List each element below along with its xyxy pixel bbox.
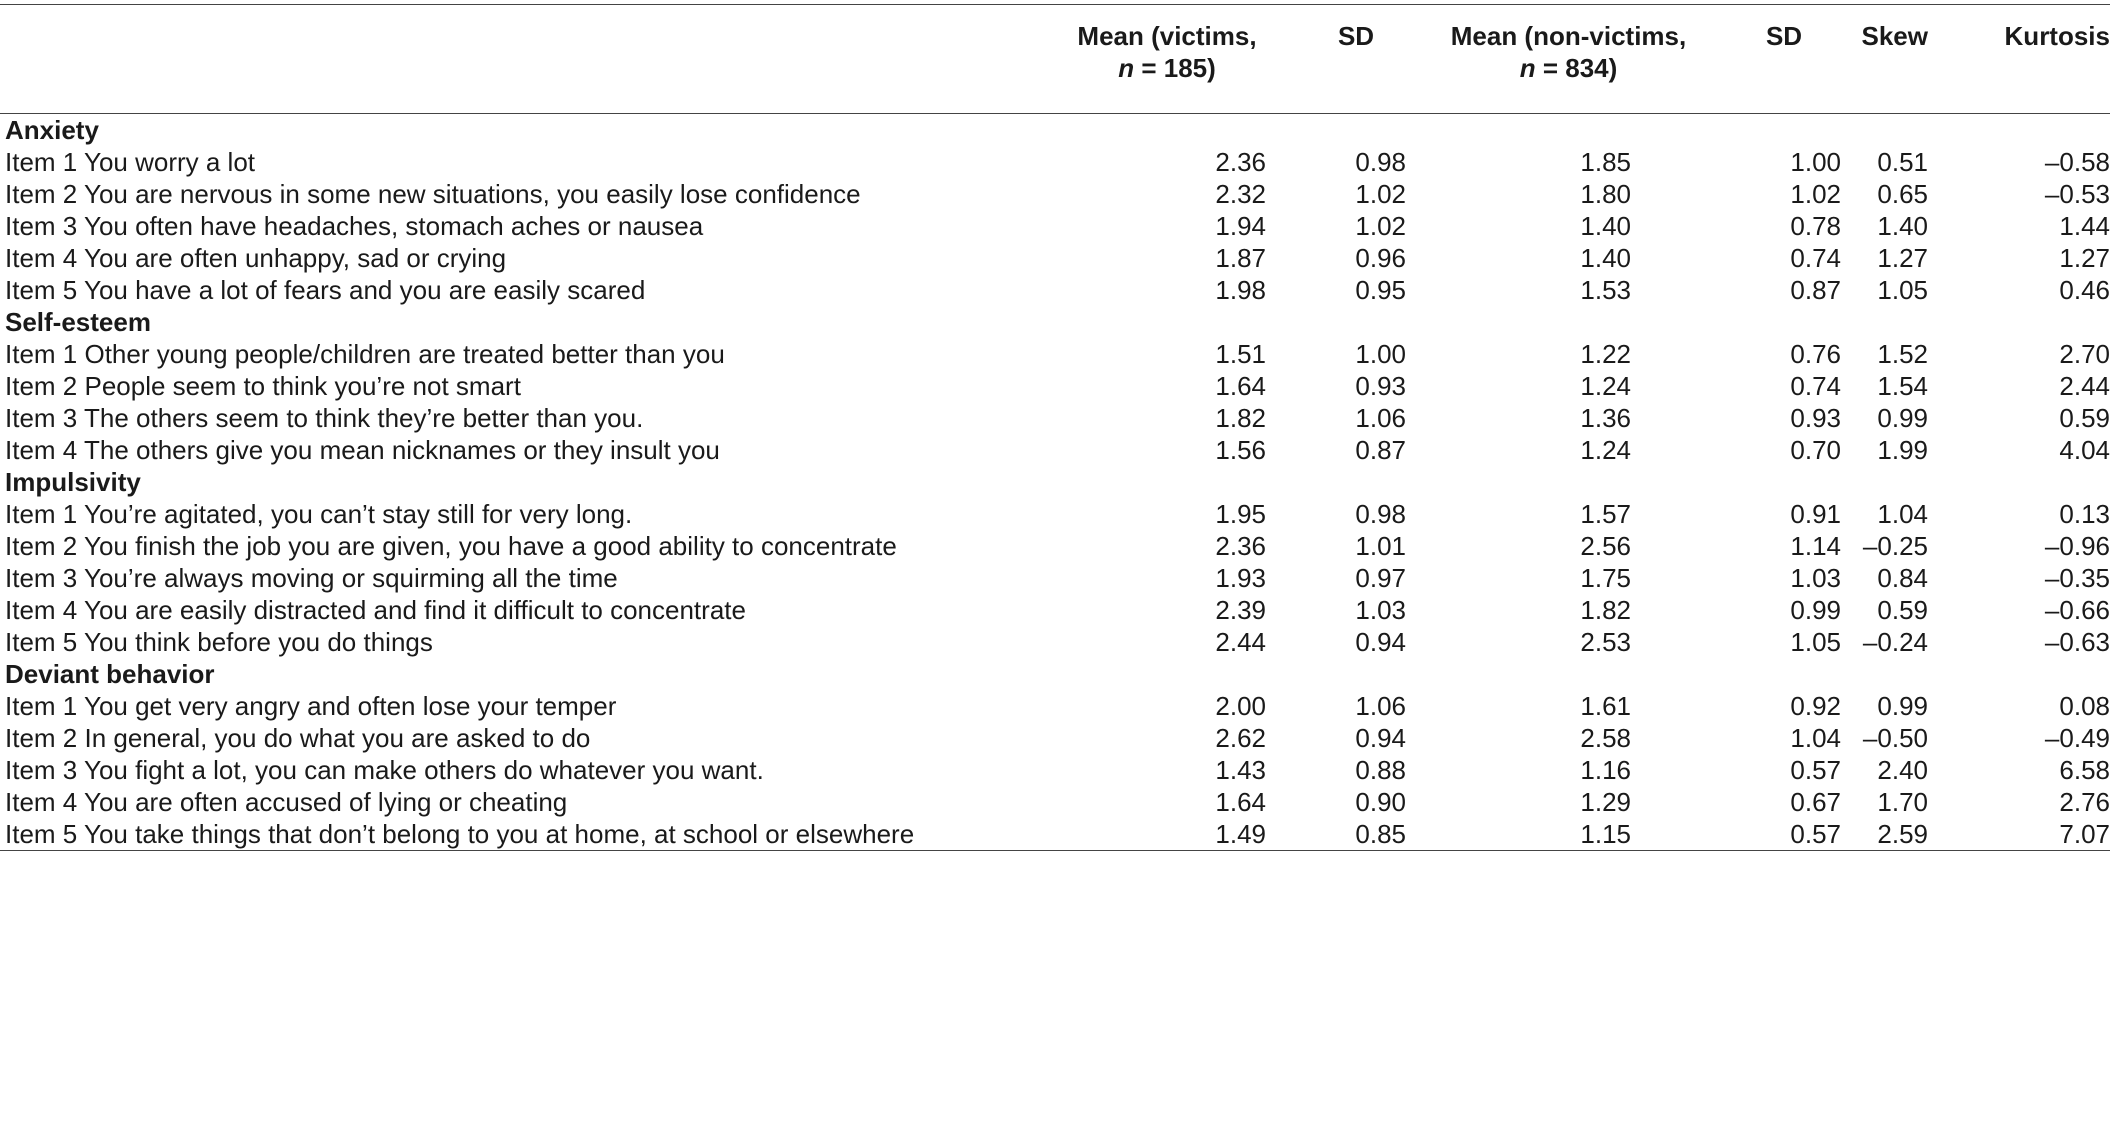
mean-victims-cell: 1.64 [1215, 787, 1266, 817]
mean-victims-cell: 1.64 [1215, 371, 1266, 401]
sd-nonvictims-cell: 0.91 [1790, 499, 1841, 529]
header-mean-nonvictims [1416, 5, 1721, 114]
kurtosis-cell: 2.76 [2059, 787, 2110, 817]
mean-nonvictims-cell: 1.53 [1580, 275, 1631, 305]
skew-cell: 0.59 [1877, 595, 1928, 625]
sd-nonvictims-cell: 1.05 [1790, 627, 1841, 657]
mean-victims-cell: 1.43 [1215, 755, 1266, 785]
mean-victims-cell: 2.39 [1215, 595, 1266, 625]
table-row [0, 626, 2110, 658]
header-sd-nonvictims: SD [1765, 21, 1803, 51]
table-row [0, 690, 2110, 722]
skew-cell: 1.40 [1877, 211, 1928, 241]
kurtosis-cell: 0.13 [2059, 499, 2110, 529]
table-body [0, 114, 2110, 851]
mean-nonvictims-cell: 2.53 [1580, 627, 1631, 657]
sd-victims-cell: 0.96 [1355, 243, 1406, 273]
section-header-row [0, 306, 2110, 338]
sd-victims-cell: 0.95 [1355, 275, 1406, 305]
kurtosis-cell: 7.07 [1934, 818, 2110, 851]
item-label: Item 4 The others give you mean nicknames or they insult you [5, 435, 720, 465]
skew-cell: –0.24 [1862, 627, 1928, 657]
skew-cell: –0.50 [1862, 723, 1928, 753]
table-row [0, 562, 2110, 594]
sd-victims-cell: 0.88 [1355, 755, 1406, 785]
skew-cell: 1.70 [1877, 787, 1928, 817]
sd-victims-cell: 1.06 [1355, 403, 1406, 433]
kurtosis-cell: 2.44 [2059, 371, 2110, 401]
sd-nonvictims-cell: 1.14 [1790, 531, 1841, 561]
sd-nonvictims-cell: 1.02 [1790, 179, 1841, 209]
mean-victims-cell: 1.51 [1215, 339, 1266, 369]
sd-nonvictims-cell: 0.87 [1790, 275, 1841, 305]
table-row [0, 786, 2110, 818]
table-row [0, 274, 2110, 306]
sd-nonvictims-cell: 1.04 [1790, 723, 1841, 753]
header-mean-nonvictims-n: n [1519, 53, 1536, 83]
skew-cell: 1.52 [1877, 339, 1928, 369]
mean-nonvictims-cell: 2.56 [1580, 531, 1631, 561]
table-row [0, 370, 2110, 402]
mean-nonvictims-cell: 1.16 [1580, 755, 1631, 785]
kurtosis-cell: –0.96 [2044, 531, 2110, 561]
sd-victims-cell: 1.06 [1355, 691, 1406, 721]
table-row [0, 434, 2110, 466]
header-sd-victims: SD [1337, 21, 1375, 51]
section-title: Deviant behavior [5, 659, 215, 689]
sd-nonvictims-cell: 0.57 [1721, 818, 1847, 851]
mean-victims-cell: 1.93 [1215, 563, 1266, 593]
section-header-row [0, 114, 2110, 147]
sd-nonvictims-cell: 0.78 [1790, 211, 1841, 241]
item-label: Item 3 You’re always moving or squirming all the time [5, 563, 618, 593]
sd-victims-cell: 0.98 [1355, 147, 1406, 177]
mean-victims-cell: 2.44 [1215, 627, 1266, 657]
item-label: Item 1 You get very angry and often lose your temper [5, 691, 617, 721]
item-label: Item 1 You’re agitated, you can’t stay still for very long. [5, 499, 633, 529]
item-label: Item 5 You take things that don’t belong to you at home, at school or elsewhere [0, 818, 1038, 851]
sd-victims-cell: 0.90 [1355, 787, 1406, 817]
sd-victims-cell: 0.87 [1355, 435, 1406, 465]
mean-nonvictims-cell: 1.36 [1580, 403, 1631, 433]
kurtosis-cell: –0.53 [2044, 179, 2110, 209]
mean-victims-cell: 1.95 [1215, 499, 1266, 529]
header-row [0, 5, 2110, 114]
item-label: Item 3 You fight a lot, you can make others do whatever you want. [5, 755, 764, 785]
mean-nonvictims-cell: 1.15 [1416, 818, 1721, 851]
mean-nonvictims-cell: 1.40 [1580, 211, 1631, 241]
skew-cell: 1.54 [1877, 371, 1928, 401]
table-row [0, 818, 2110, 851]
descriptive-statistics-table [0, 4, 2110, 851]
mean-victims-cell: 1.56 [1215, 435, 1266, 465]
skew-cell: 1.05 [1877, 275, 1928, 305]
item-label: Item 4 You are often unhappy, sad or crying [5, 243, 507, 273]
section-title: Self-esteem [5, 307, 151, 337]
section-title: Anxiety [5, 115, 99, 145]
mean-nonvictims-cell: 1.40 [1580, 243, 1631, 273]
mean-victims-cell: 1.87 [1215, 243, 1266, 273]
kurtosis-cell: 6.58 [2059, 755, 2110, 785]
table-header [0, 5, 2110, 114]
header-mean-victims [1038, 5, 1296, 114]
sd-victims-cell: 1.03 [1355, 595, 1406, 625]
item-label: Item 2 You are nervous in some new situations, you easily lose confidence [5, 179, 861, 209]
section-header-row [0, 466, 2110, 498]
sd-victims-cell: 0.97 [1355, 563, 1406, 593]
mean-victims-cell: 2.32 [1215, 179, 1266, 209]
kurtosis-cell: –0.35 [2044, 563, 2110, 593]
sd-nonvictims-cell: 0.76 [1790, 339, 1841, 369]
header-mean-nonvictims-line1: Mean (non-victims, [1450, 21, 1687, 51]
mean-victims-cell: 1.82 [1215, 403, 1266, 433]
header-label-cell [0, 5, 1038, 114]
mean-nonvictims-cell: 1.22 [1580, 339, 1631, 369]
mean-nonvictims-cell: 1.57 [1580, 499, 1631, 529]
table-row [0, 722, 2110, 754]
table-row [0, 754, 2110, 786]
sd-victims-cell: 0.85 [1296, 818, 1416, 851]
skew-cell: 0.51 [1877, 147, 1928, 177]
sd-victims-cell: 0.98 [1355, 499, 1406, 529]
mean-victims-cell: 1.94 [1215, 211, 1266, 241]
section-header-row [0, 658, 2110, 690]
sd-victims-cell: 1.01 [1355, 531, 1406, 561]
mean-nonvictims-cell: 1.24 [1580, 435, 1631, 465]
kurtosis-cell: 1.44 [2059, 211, 2110, 241]
kurtosis-cell: –0.66 [2044, 595, 2110, 625]
sd-nonvictims-cell: 0.74 [1790, 371, 1841, 401]
kurtosis-cell: –0.49 [2044, 723, 2110, 753]
skew-cell: 0.99 [1877, 403, 1928, 433]
mean-victims-cell: 2.62 [1215, 723, 1266, 753]
header-skew: Skew [1861, 21, 1928, 51]
sd-victims-cell: 1.02 [1355, 179, 1406, 209]
item-label: Item 5 You have a lot of fears and you are easily scared [5, 275, 646, 305]
table-row [0, 146, 2110, 178]
sd-nonvictims-cell: 0.67 [1790, 787, 1841, 817]
table-row [0, 530, 2110, 562]
sd-victims-cell: 0.93 [1355, 371, 1406, 401]
header-mean-victims-line2: = 185) [1134, 53, 1216, 83]
sd-nonvictims-cell: 0.99 [1790, 595, 1841, 625]
sd-victims-cell: 0.94 [1355, 627, 1406, 657]
sd-nonvictims-cell: 1.03 [1790, 563, 1841, 593]
mean-nonvictims-cell: 1.29 [1580, 787, 1631, 817]
item-label: Item 5 You think before you do things [5, 627, 433, 657]
skew-cell: 1.04 [1877, 499, 1928, 529]
kurtosis-cell: 0.46 [2059, 275, 2110, 305]
sd-nonvictims-cell: 1.00 [1790, 147, 1841, 177]
kurtosis-cell: 2.70 [2059, 339, 2110, 369]
skew-cell: 1.27 [1877, 243, 1928, 273]
mean-victims-cell: 1.98 [1215, 275, 1266, 305]
table-row [0, 498, 2110, 530]
mean-nonvictims-cell: 2.58 [1580, 723, 1631, 753]
mean-victims-cell: 2.00 [1215, 691, 1266, 721]
item-label: Item 3 You often have headaches, stomach aches or nausea [5, 211, 704, 241]
mean-victims-cell: 2.36 [1215, 147, 1266, 177]
mean-nonvictims-cell: 1.80 [1580, 179, 1631, 209]
sd-nonvictims-cell: 0.70 [1790, 435, 1841, 465]
kurtosis-cell: –0.58 [2044, 147, 2110, 177]
header-kurtosis: Kurtosis [2004, 21, 2110, 51]
skew-cell: 0.84 [1877, 563, 1928, 593]
sd-nonvictims-cell: 0.93 [1790, 403, 1841, 433]
mean-nonvictims-cell: 1.24 [1580, 371, 1631, 401]
table-row [0, 594, 2110, 626]
item-label: Item 2 People seem to think you’re not smart [5, 371, 521, 401]
table-row [0, 402, 2110, 434]
sd-nonvictims-cell: 0.74 [1790, 243, 1841, 273]
mean-nonvictims-cell: 1.75 [1580, 563, 1631, 593]
sd-victims-cell: 0.94 [1355, 723, 1406, 753]
header-mean-victims-line1: Mean (victims, [1077, 21, 1257, 51]
mean-nonvictims-cell: 1.61 [1580, 691, 1631, 721]
kurtosis-cell: 4.04 [2059, 435, 2110, 465]
mean-victims-cell: 2.36 [1215, 531, 1266, 561]
sd-victims-cell: 1.00 [1355, 339, 1406, 369]
table-row [0, 210, 2110, 242]
kurtosis-cell: 1.27 [2059, 243, 2110, 273]
header-mean-nonvictims-line2: = 834) [1535, 53, 1618, 83]
skew-cell: 1.99 [1877, 435, 1928, 465]
item-label: Item 2 In general, you do what you are asked to do [5, 723, 591, 753]
table-row [0, 242, 2110, 274]
item-label: Item 1 Other young people/children are treated better than you [5, 339, 725, 369]
item-label: Item 2 You finish the job you are given, you have a good ability to concentrate [5, 531, 897, 561]
skew-cell: –0.25 [1862, 531, 1928, 561]
skew-cell: 0.65 [1877, 179, 1928, 209]
kurtosis-cell: –0.63 [2044, 627, 2110, 657]
header-mean-victims-n: n [1118, 53, 1135, 83]
item-label: Item 4 You are easily distracted and find it difficult to concentrate [5, 595, 746, 625]
kurtosis-cell: 0.59 [2059, 403, 2110, 433]
item-label: Item 4 You are often accused of lying or cheating [5, 787, 568, 817]
sd-nonvictims-cell: 0.57 [1790, 755, 1841, 785]
skew-cell: 0.99 [1877, 691, 1928, 721]
table-row [0, 178, 2110, 210]
sd-victims-cell: 1.02 [1355, 211, 1406, 241]
skew-cell: 2.59 [1847, 818, 1934, 851]
item-label: Item 3 The others seem to think they’re better than you. [5, 403, 644, 433]
kurtosis-cell: 0.08 [2059, 691, 2110, 721]
mean-nonvictims-cell: 1.82 [1580, 595, 1631, 625]
table-row [0, 338, 2110, 370]
mean-nonvictims-cell: 1.85 [1580, 147, 1631, 177]
item-label: Item 1 You worry a lot [5, 147, 256, 177]
skew-cell: 2.40 [1877, 755, 1928, 785]
sd-nonvictims-cell: 0.92 [1790, 691, 1841, 721]
section-title: Impulsivity [5, 467, 141, 497]
mean-victims-cell: 1.49 [1038, 818, 1296, 851]
